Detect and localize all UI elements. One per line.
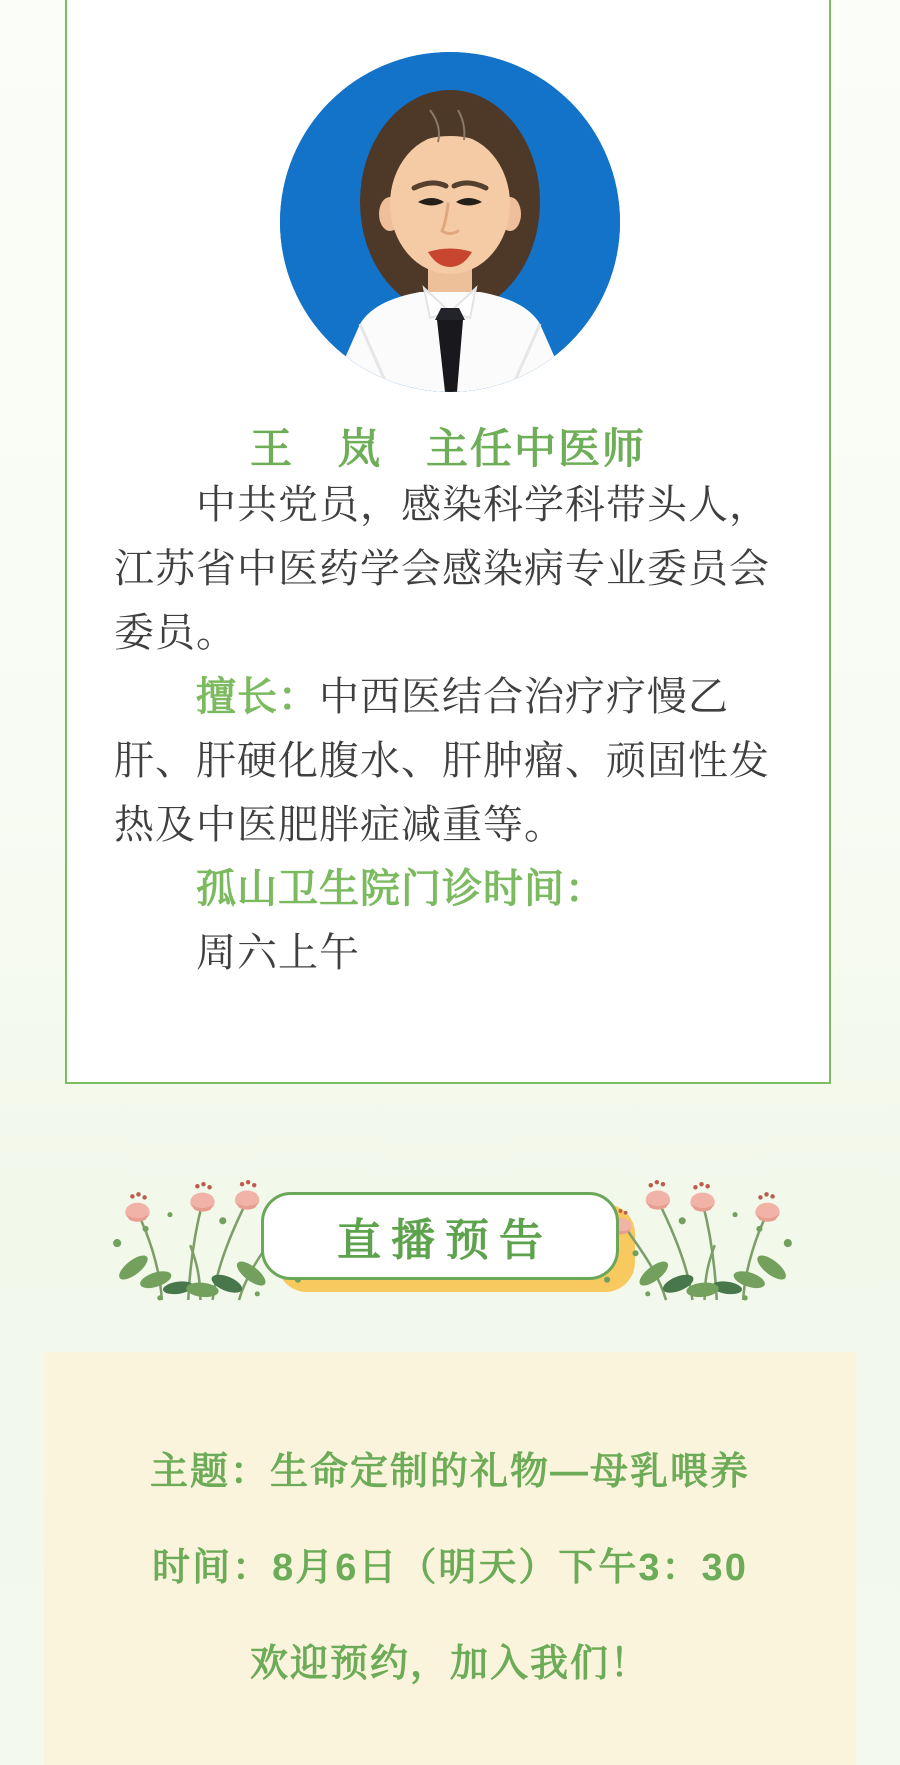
clinic-hours-label: 孤山卫生院门诊时间：: [196, 867, 606, 911]
bio-line: 中共党员，感染科学科带头人，: [196, 483, 770, 527]
live-announcement-panel: [44, 1352, 856, 1765]
specialty-line: 热及中医肥胖症减重等。: [114, 803, 565, 847]
specialty-label: 擅长：: [196, 675, 319, 719]
doctor-photo: [280, 52, 620, 392]
doctor-profile-card: [65, 0, 831, 1084]
announcement-time: 时间：8月6日（明天）下午3：30: [152, 1547, 748, 1589]
banner-title: 直播预告: [337, 1216, 553, 1265]
announcement-welcome: 欢迎预约，加入我们！: [249, 1643, 650, 1685]
flowers-right-icon: [592, 1170, 807, 1302]
announcement-topic: 主题：生命定制的礼物—母乳喂养: [149, 1451, 750, 1493]
bio-line: 委员。: [114, 611, 237, 655]
clinic-hours-value: 周六上午: [196, 931, 360, 975]
specialty-line: 擅长：中西医结合治疗疗慢乙: [196, 675, 729, 719]
doctor-portrait-illustration: [280, 52, 620, 392]
doctor-bio: [114, 473, 794, 985]
live-broadcast-banner: [261, 1192, 619, 1280]
doctor-name: 王 岚 主任中医师: [249, 425, 646, 472]
bio-line: 江苏省中医药学会感染病专业委员会: [114, 547, 770, 591]
specialty-line: 肝、肝硬化腹水、肝肿瘤、顽固性发: [114, 739, 770, 783]
